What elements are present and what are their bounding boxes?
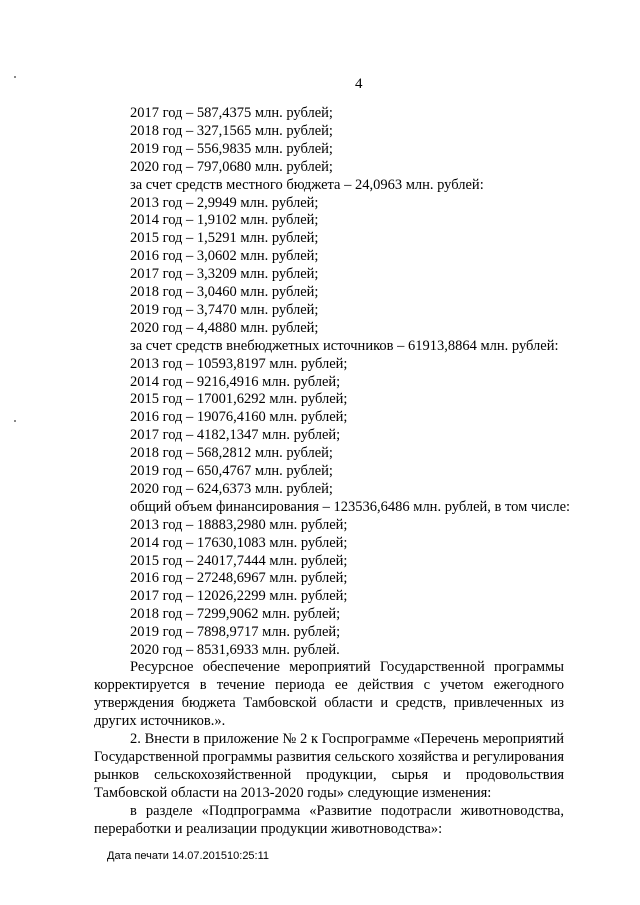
paragraph-resource-note: Ресурсное обеспечение мероприятий Государственной программы корректируется в течение периода ее действия с учетом ежегодного утверждения бюджета Тамбовской области и средств, привлеченных из других источников.».	[94, 659, 564, 729]
funding-line: 2014 год – 9216,4916 млн. рублей;	[130, 373, 341, 390]
funding-line: за счет средств местного бюджета – 24,0963 млн. рублей:	[130, 176, 484, 193]
funding-line: 2017 год – 12026,2299 млн. рублей;	[130, 588, 348, 605]
funding-line: 2020 год – 624,6373 млн. рублей;	[130, 480, 333, 497]
funding-line: 2015 год – 24017,7444 млн. рублей;	[130, 552, 348, 569]
funding-line: 2013 год – 2,9949 млн. рублей;	[130, 194, 319, 211]
funding-line: 2017 год – 587,4375 млн. рублей;	[130, 105, 333, 121]
funding-line: 2018 год – 568,2812 млн. рублей;	[130, 445, 333, 462]
funding-line: 2015 год – 17001,6292 млн. рублей;	[130, 391, 348, 408]
funding-line: за счет средств внебюджетных источников – 61913,8864 млн. рублей:	[130, 337, 559, 354]
funding-line: 2013 год – 18883,2980 млн. рублей;	[130, 516, 348, 533]
funding-line: 2019 год – 650,4767 млн. рублей;	[130, 463, 333, 479]
funding-line: 2020 год – 8531,6933 млн. рублей.	[130, 642, 340, 658]
funding-line: 2016 год – 27248,6967 млн. рублей;	[130, 570, 348, 587]
paragraph-amendment: 2. Внести в приложение № 2 к Госпрограмме «Перечень мероприятий Государственной программы развития сельского хозяйства и регулирования рынков сельскохозяйственной продукции, сырья и продовольствия Тамбовской области на 2013-2020 годы» следующие изменения:	[94, 731, 564, 801]
funding-line: 2017 год – 4182,1347 млн. рублей;	[130, 427, 341, 444]
scan-dot	[14, 420, 16, 422]
print-date: Дата печати 14.07.201510:25:11	[107, 850, 270, 862]
funding-line: 2015 год – 1,5291 млн. рублей;	[130, 230, 319, 247]
funding-line: 2019 год – 556,9835 млн. рублей;	[130, 140, 333, 157]
funding-line: 2018 год – 7299,9062 млн. рублей;	[130, 606, 341, 623]
funding-line: 2014 год – 17630,1083 млн. рублей;	[130, 534, 348, 551]
funding-line: 2016 год – 3,0602 млн. рублей;	[130, 248, 319, 265]
funding-line: общий объем финансирования – 123536,6486 млн. рублей, в том числе:	[130, 498, 571, 515]
page-number: 4	[355, 76, 363, 92]
funding-line: 2020 год – 4,4880 млн. рублей;	[130, 319, 319, 336]
funding-line: 2020 год – 797,0680 млн. рублей;	[130, 158, 333, 175]
funding-line: 2014 год – 1,9102 млн. рублей;	[130, 212, 319, 229]
scan-dot	[14, 76, 16, 78]
paragraph-section: в разделе «Подпрограмма «Развитие подотрасли животноводства, переработки и реализации продукции животноводства»:	[94, 803, 564, 837]
funding-line: 2019 год – 7898,9717 млн. рублей;	[130, 624, 341, 641]
funding-line: 2019 год – 3,7470 млн. рублей;	[130, 301, 319, 318]
funding-line: 2017 год – 3,3209 млн. рублей;	[130, 266, 319, 283]
funding-line: 2018 год – 327,1565 млн. рублей;	[130, 122, 333, 139]
funding-line: 2013 год – 10593,8197 млн. рублей;	[130, 355, 348, 372]
funding-line: 2018 год – 3,0460 млн. рублей;	[130, 284, 319, 300]
funding-line: 2016 год – 19076,4160 млн. рублей;	[130, 409, 348, 426]
